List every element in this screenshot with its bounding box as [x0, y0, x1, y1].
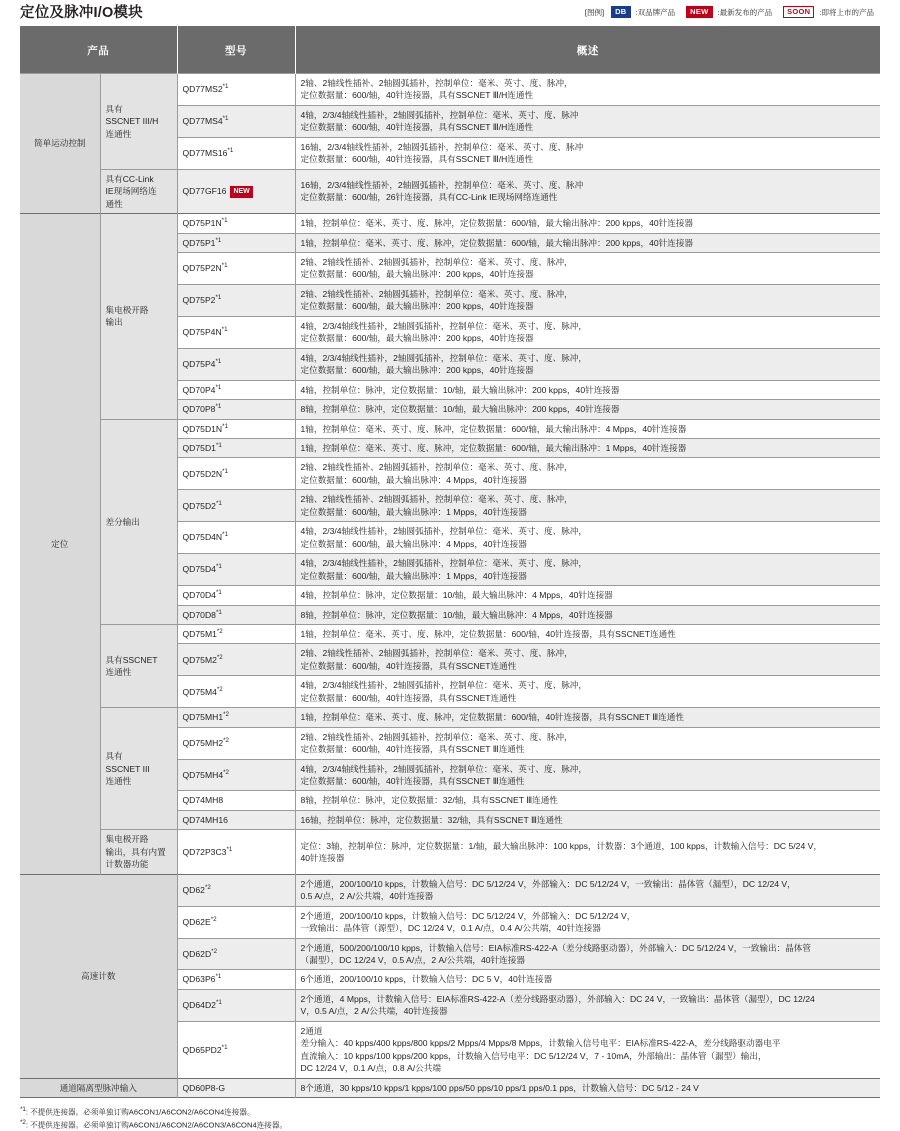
- overview-cell: [295, 252, 880, 284]
- table-row: [20, 874, 880, 906]
- overview-cell: [295, 554, 880, 586]
- overview-line: 一致输出：晶体管（源型），DC 12/24 V，0.1 A/点，0.4 A/公共端，40针连接器: [300, 923, 601, 934]
- overview-cell: [295, 522, 880, 554]
- model-number-cell: $QD75D1N^{*1}$: [177, 419, 295, 438]
- legend-db-text: :双品牌产品: [635, 7, 676, 17]
- model-number-cell: QD75M2$^{*2}$: [177, 644, 295, 676]
- overview-line: 定位数据量：600/轴，最大输出脉冲：200 kpps，40针连接器: [300, 301, 534, 312]
- model-number-cell: $QD75D2N^{*1}$: [177, 458, 295, 490]
- overview-line: 定位数据量：600/轴，40针连接器，具有SSCNET Ⅲ/H连通性: [300, 154, 534, 165]
- footnote-marker: *2: [204, 884, 211, 892]
- product-category-cell: 简单运动控制: [20, 74, 100, 214]
- overview-cell: [295, 830, 880, 874]
- legend: [585, 6, 880, 18]
- overview-cell: [295, 1021, 880, 1078]
- footnote-marker: *1: [215, 294, 222, 302]
- page-header: [0, 0, 900, 26]
- overview-line: 直流输入：10 kpps/100 kpps/200 kpps，计数输入信号电平：DC 5/12/24 V，7 - 10mA，外部输出：晶体管（漏型）输出，: [300, 1050, 767, 1061]
- subgroup-line: 计数器功能: [105, 859, 149, 870]
- subgroup-line: 通性: [105, 198, 123, 209]
- footnote-marker: *1: [221, 217, 228, 225]
- overview-line: 2轴、2轴线性插补、2轴圆弧插补，控制单位：毫米、英寸、度、脉冲，: [300, 288, 573, 299]
- overview-line: （漏型），DC 12/24 V，0.5 A/点，2 A/公共端，40针连接器: [300, 955, 525, 966]
- footnotes: [0, 1098, 900, 1131]
- footnote-marker: *1: [222, 115, 229, 123]
- overview-cell: [295, 989, 880, 1021]
- overview-cell: [295, 906, 880, 938]
- overview-line: 定位数据量：600/轴，26针连接器，具有CC-Link IE现场网络连通性: [300, 192, 558, 203]
- table-row: [20, 708, 880, 727]
- page-title: 定位及脉冲I/O模块: [20, 5, 143, 21]
- product-subgroup-cell: [100, 830, 177, 874]
- model-number-cell: QD77MS2$^{*1}$: [177, 74, 295, 106]
- overview-line: 定位数据量：600/轴，40针连接器，具有SSCNET Ⅲ连通性: [300, 776, 525, 787]
- footnote-marker: *2: [223, 711, 229, 719]
- overview-cell: [295, 938, 880, 970]
- header-row: [20, 27, 880, 74]
- overview-cell: [295, 458, 880, 490]
- overview-line: 2个通道，200/100/10 kpps，计数输入信号：DC 5/12/24 V，外部输入：DC 5/12/24 V，一致输出：晶体管（漏型），DC 12/24 V，: [300, 878, 796, 889]
- overview-cell: [295, 759, 880, 791]
- table-row: [20, 74, 880, 106]
- model-number-cell: QD64D2$^{*1}$: [177, 989, 295, 1021]
- overview-line: 8轴，控制单位：脉冲，定位数据量：32/轴，具有SSCNET Ⅲ连通性: [300, 795, 558, 806]
- model-number-cell: $QD62D^{*2}$: [177, 938, 295, 970]
- footnote-marker: *2: [210, 916, 217, 924]
- overview-line: 1轴，控制单位：毫米、英寸、度、脉冲，定位数据量：600/轴，最大输出脉冲：1 Mpps，40针连接器: [300, 442, 687, 453]
- legend-new-text: :最新发布的产品: [717, 7, 773, 17]
- subgroup-line: IE现场网络连: [105, 186, 157, 197]
- footnote-marker: *1: [227, 147, 234, 155]
- overview-line: 定位数据量：600/轴，最大输出脉冲：4 Mpps，40针连接器: [300, 474, 527, 485]
- model-number-cell: QD75M4$^{*2}$: [177, 676, 295, 708]
- overview-cell: [295, 676, 880, 708]
- legend-soon-text: :即将上市的产品: [819, 7, 874, 17]
- overview-cell: [295, 791, 880, 810]
- overview-cell: [295, 490, 880, 522]
- model-number-cell: QD75MH1$^{*2}$: [177, 708, 295, 727]
- product-category-cell: 定位: [20, 214, 100, 875]
- subgroup-line: 差分输出: [105, 516, 140, 527]
- overview-line: 4轴，2/3/4轴线性插补，2轴圆弧插补，控制单位：毫米、英寸、度、脉冲，: [300, 558, 587, 569]
- footnote-marker: *1: [215, 973, 222, 981]
- product-subgroup-cell: [100, 214, 177, 419]
- overview-line: 4轴，2/3/4轴线性插补，2轴圆弧插补，控制单位：毫米、英寸、度、脉冲，: [300, 352, 587, 363]
- overview-line: 2个通道，4 Mpps，计数输入信号：EIA标准RS-422-A（差分线路驱动器），外部输入：DC 24 V，一致输出：晶体管（漏型），DC 12/24: [300, 993, 815, 1004]
- product-subgroup-cell: [100, 419, 177, 624]
- model-number-cell: QD65PD2$^{*1}$: [177, 1021, 295, 1078]
- footnote-marker: *1: [222, 531, 229, 539]
- overview-line: 定位数据量：600/轴，40针连接器，具有SSCNET Ⅲ/H连通性: [300, 122, 534, 133]
- overview-line: 2通道: [300, 1025, 323, 1036]
- model-number-cell: QD70P8$^{*1}$: [177, 400, 295, 419]
- overview-line: 4轴，2/3/4轴线性插补，2轴圆弧插补，控制单位：毫米、英寸、度、脉冲: [300, 109, 579, 120]
- overview-line: 2轴、2轴线性插补、2轴圆弧插补，控制单位：毫米、英寸、度、脉冲，: [300, 462, 573, 473]
- model-number-cell: QD75P4$^{*1}$: [177, 348, 295, 380]
- overview-cell: [295, 137, 880, 169]
- subgroup-line: 输出，具有内置: [105, 846, 166, 857]
- model-number-cell: QD74MH8: [177, 791, 295, 810]
- footnote-marker: *2: [216, 653, 223, 661]
- badge-db-icon: DB: [611, 6, 630, 18]
- model-number-cell: QD70P4$^{*1}$: [177, 380, 295, 399]
- footnote-marker: *1: [215, 563, 222, 571]
- overview-cell: [295, 970, 880, 989]
- subgroup-line: 集电极开路: [105, 834, 149, 845]
- subgroup-line: 具有: [105, 103, 123, 114]
- overview-line: 8个通道，30 kpps/10 kpps/1 kpps/100 pps/50 pps/10 pps/1 pps/0.1 pps，计数输入信号：DC 5/12 - 24 V: [300, 1082, 699, 1093]
- model-number-cell: QD72P3C3$^{*1}$: [177, 830, 295, 874]
- footnote-marker: *2: [216, 685, 223, 693]
- table-row: [20, 169, 880, 213]
- footnote-marker: *1: [221, 262, 228, 270]
- subgroup-line: 输出: [105, 317, 123, 328]
- overview-line: 2轴、2轴线性插补、2轴圆弧插补，控制单位：毫米、英寸、度、脉冲，: [300, 494, 573, 505]
- overview-line: 定位数据量：600/轴，最大输出脉冲：1 Mpps，40针连接器: [300, 506, 527, 517]
- spec-table: [20, 26, 880, 1098]
- footnote-marker: *1: [215, 442, 222, 450]
- column-header-model: 型号: [177, 27, 295, 74]
- footnote-marker: *1: [215, 589, 222, 597]
- footnote-marker: *1: [222, 422, 229, 430]
- overview-line: 40针连接器: [300, 853, 345, 864]
- overview-cell: [295, 419, 880, 438]
- overview-cell: [295, 874, 880, 906]
- footnote-marker: *1: [222, 83, 229, 91]
- overview-line: 定位数据量：600/轴，最大输出脉冲：4 Mpps，40针连接器: [300, 538, 527, 549]
- model-number-cell: QD77MS4$^{*1}$: [177, 105, 295, 137]
- footnote-marker: *2: [211, 947, 218, 955]
- footnote-marker: *1: [215, 999, 222, 1007]
- overview-line: 定位：3轴，控制单位：脉冲，定位数据量：1/轴，最大输出脉冲：100 kpps，计数器：3个通道，100 kpps，计数输入信号：DC 5/24 V，: [300, 840, 822, 851]
- model-number-cell: $QD75P2N^{*1}$: [177, 252, 295, 284]
- column-header-product: 产品: [20, 27, 177, 74]
- overview-line: 16轴，2/3/4轴线性插补，2轴圆弧插补，控制单位：毫米、英寸、度、脉冲: [300, 179, 584, 190]
- table-row: [20, 1078, 880, 1097]
- overview-line: 16轴，控制单位：脉冲，定位数据量：32/轴，具有SSCNET Ⅲ连通性: [300, 814, 563, 825]
- model-number-cell: QD63P6$^{*1}$: [177, 970, 295, 989]
- subgroup-line: 连通性: [105, 128, 132, 139]
- overview-line: 8轴，控制单位：脉冲，定位数据量：10/轴，最大输出脉冲：4 Mpps，40针连接器: [300, 609, 613, 620]
- overview-line: 4轴，控制单位：脉冲，定位数据量：10/轴，最大输出脉冲：200 kpps，40针连接器: [300, 384, 620, 395]
- overview-cell: [295, 810, 880, 829]
- footnote-marker: *1: [215, 403, 222, 411]
- model-number-cell: QD75P2$^{*1}$: [177, 284, 295, 316]
- overview-line: 2轴、2轴线性插补、2轴圆弧插补，控制单位：毫米、英寸、度、脉冲，: [300, 648, 573, 659]
- overview-cell: [295, 169, 880, 213]
- table-row: [20, 214, 880, 233]
- overview-line: 定位数据量：600/轴，40针连接器，具有SSCNET连通性: [300, 692, 517, 703]
- subgroup-line: 集电极开路: [105, 304, 149, 315]
- model-number-cell: QD75D2$^{*1}$: [177, 490, 295, 522]
- subgroup-line: 具有CC-Link: [105, 173, 154, 184]
- footnote-marker: *1: [20, 1106, 26, 1114]
- overview-cell: [295, 708, 880, 727]
- overview-cell: [295, 605, 880, 624]
- footnote-marker: *1: [215, 236, 222, 244]
- overview-line: 定位数据量：600/轴，最大输出脉冲：200 kpps，40针连接器: [300, 333, 534, 344]
- overview-line: 定位数据量：600/轴，最大输出脉冲：1 Mpps，40针连接器: [300, 570, 527, 581]
- overview-line: DC 12/24 V，0.1 A/点，0.8 A/公共端: [300, 1063, 441, 1074]
- overview-line: 定位数据量：600/轴，最大输出脉冲：200 kpps，40针连接器: [300, 365, 534, 376]
- overview-cell: [295, 644, 880, 676]
- table-row: [20, 419, 880, 438]
- overview-cell: [295, 586, 880, 605]
- footnote-marker: *1: [226, 845, 233, 853]
- overview-line: 6个通道，200/100/10 kpps，计数输入信号：DC 5 V，40针连接器: [300, 974, 553, 985]
- spec-table-container: [0, 26, 900, 1098]
- overview-line: 2个通道，500/200/100/10 kpps，计数输入信号：EIA标准RS-422-A（差分线路驱动器），外部输入：DC 5/12/24 V，一致输出：晶体管: [300, 942, 811, 953]
- overview-cell: [295, 727, 880, 759]
- overview-cell: [295, 105, 880, 137]
- overview-line: 1轴，控制单位：毫米、英寸、度、脉冲，定位数据量：600/轴，最大输出脉冲：4 Mpps，40针连接器: [300, 423, 687, 434]
- footnote-marker: *1: [215, 608, 222, 616]
- overview-cell: [295, 380, 880, 399]
- footnote-item: $^{*2}$: 不提供连接器。必须单独订购A6CON1/A6CON2/A6CON3/A6CON4连接器。: [20, 1119, 288, 1130]
- badge-soon-icon: SOON: [783, 6, 814, 18]
- product-subgroup-cell: [100, 624, 177, 707]
- subgroup-line: 连通性: [105, 667, 132, 678]
- overview-line: 4轴，2/3/4轴线性插补，2轴圆弧插补，控制单位：毫米、英寸、度、脉冲，: [300, 680, 587, 691]
- overview-cell: [295, 1078, 880, 1097]
- footnote-marker: *1: [221, 326, 228, 334]
- table-row: [20, 830, 880, 874]
- table-body: [20, 74, 880, 1098]
- overview-cell: [295, 233, 880, 252]
- overview-cell: [295, 624, 880, 643]
- overview-line: 4轴，2/3/4轴线性插补，2轴圆弧插补，控制单位：毫米、英寸、度、脉冲，: [300, 320, 587, 331]
- overview-line: 0.5 A/点，2 A/公共端，40针连接器: [300, 891, 434, 902]
- subgroup-line: SSCNET III: [105, 763, 150, 774]
- subgroup-line: 具有: [105, 751, 123, 762]
- model-number-cell: QD75D1$^{*1}$: [177, 438, 295, 457]
- overview-line: 定位数据量：600/轴，40针连接器，具有SSCNET连通性: [300, 660, 517, 671]
- overview-cell: [295, 74, 880, 106]
- footnote-marker: *2: [216, 628, 223, 636]
- overview-line: 2个通道，200/100/10 kpps，计数输入信号：DC 5/12/24 V，外部输入：DC 5/12/24 V，: [300, 910, 636, 921]
- overview-line: 2轴、2轴线性插补、2轴圆弧插补，控制单位：毫米、英寸、度、脉冲，: [300, 256, 573, 267]
- model-number-cell: $QD75D4N^{*1}$: [177, 522, 295, 554]
- model-number-cell: QD75P1$^{*1}$: [177, 233, 295, 252]
- footnote-marker: *2: [223, 737, 229, 745]
- overview-cell: [295, 316, 880, 348]
- product-category-cell: 通道隔离型脉冲输入: [20, 1078, 177, 1097]
- footnote-marker: *2: [223, 768, 229, 776]
- overview-line: 4轴，2/3/4轴线性插补，2轴圆弧插补，控制单位：毫米、英寸、度、脉冲，: [300, 763, 587, 774]
- overview-line: 2轴、2轴线性插补、2轴圆弧插补，控制单位：毫米、英寸、度、脉冲，: [300, 78, 573, 88]
- model-number-cell: QD74MH16: [177, 810, 295, 829]
- overview-line: 定位数据量：600/轴，40针连接器，具有SSCNET Ⅲ/H连通性: [300, 90, 534, 101]
- model-number-cell: QD77GF16 NEW: [177, 169, 295, 213]
- overview-line: 4轴，2/3/4轴线性插补，2轴圆弧插补，控制单位：毫米、英寸、度、脉冲，: [300, 526, 587, 537]
- overview-line: 16轴，2/3/4轴线性插补，2轴圆弧插补，控制单位：毫米、英寸、度、脉冲: [300, 141, 584, 152]
- model-number-cell: $QD62E^{*2}$: [177, 906, 295, 938]
- overview-line: 1轴，控制单位：毫米、英寸、度、脉冲，定位数据量：600/轴，最大输出脉冲：200 kpps，40针连接器: [300, 218, 694, 229]
- model-number-cell: QD75M1$^{*2}$: [177, 624, 295, 643]
- subgroup-line: 具有SSCNET: [105, 654, 158, 665]
- table-row: [20, 624, 880, 643]
- model-number-cell: QD75MH2$^{*2}$: [177, 727, 295, 759]
- overview-line: 1轴，控制单位：毫米、英寸、度、脉冲，定位数据量：600/轴，40针连接器，具有SSCNET连通性: [300, 628, 676, 639]
- model-number-cell: $QD75P1N^{*1}$: [177, 214, 295, 233]
- model-number-cell: QD62$^{*2}$: [177, 874, 295, 906]
- model-number-cell: QD75D4$^{*1}$: [177, 554, 295, 586]
- overview-line: V，0.5 A/点，2 A/公共端，40针连接器: [300, 1006, 448, 1017]
- model-number-cell: QD77MS16$^{*1}$: [177, 137, 295, 169]
- overview-cell: [295, 348, 880, 380]
- overview-cell: [295, 214, 880, 233]
- overview-line: 1轴，控制单位：毫米、英寸、度、脉冲，定位数据量：600/轴，40针连接器，具有SSCNET Ⅲ连通性: [300, 712, 684, 723]
- footnote-marker: *1: [215, 499, 222, 507]
- overview-line: 2轴、2轴线性插补、2轴圆弧插补，控制单位：毫米、英寸、度、脉冲，: [300, 731, 573, 742]
- model-number-cell: QD70D4$^{*1}$: [177, 586, 295, 605]
- model-number-cell: QD75MH4$^{*2}$: [177, 759, 295, 791]
- overview-cell: [295, 284, 880, 316]
- model-number-cell: $QD75P4N^{*1}$: [177, 316, 295, 348]
- legend-label: [图例]: [584, 7, 605, 17]
- overview-line: 差分输入：40 kpps/400 kpps/800 kpps/2 Mpps/4 Mpps/8 Mpps，计数输入信号电平：EIA标准RS-422-A，差分线路驱动器电平: [300, 1038, 781, 1049]
- footnote-marker: *1: [221, 1043, 228, 1051]
- column-header-overview: 概述: [295, 27, 880, 74]
- overview-line: 定位数据量：600/轴，最大输出脉冲：200 kpps，40针连接器: [300, 269, 534, 280]
- overview-cell: [295, 438, 880, 457]
- footnote-marker: *2: [20, 1119, 26, 1127]
- overview-line: 4轴，控制单位：脉冲，定位数据量：10/轴，最大输出脉冲：4 Mpps，40针连接器: [300, 590, 613, 601]
- subgroup-line: 连通性: [105, 776, 132, 787]
- badge-new-icon: NEW: [686, 6, 712, 18]
- model-number-cell: QD70D8$^{*1}$: [177, 605, 295, 624]
- overview-line: 定位数据量：600/轴，40针连接器，具有SSCNET Ⅲ连通性: [300, 744, 525, 755]
- product-subgroup-cell: [100, 74, 177, 170]
- overview-cell: [295, 400, 880, 419]
- subgroup-line: SSCNET III/H: [105, 116, 159, 127]
- overview-line: 1轴，控制单位：毫米、英寸、度、脉冲，定位数据量：600/轴，最大输出脉冲：200 kpps，40针连接器: [300, 237, 694, 248]
- badge-new-icon: NEW: [230, 186, 252, 198]
- footnote-item: $^{*1}$: 不提供连接器。必须单独订购A6CON1/A6CON2/A6CON4连接器。: [20, 1106, 255, 1117]
- footnote-marker: *1: [215, 383, 222, 391]
- table-head: [20, 27, 880, 74]
- product-subgroup-cell: [100, 169, 177, 213]
- footnote-marker: *1: [215, 358, 222, 366]
- product-category-cell: 高速计数: [20, 874, 177, 1078]
- overview-line: 8轴，控制单位：脉冲，定位数据量：10/轴，最大输出脉冲：200 kpps，40针连接器: [300, 404, 620, 415]
- model-number-cell: QD60P8-G: [177, 1078, 295, 1097]
- product-subgroup-cell: [100, 708, 177, 830]
- footnote-marker: *1: [222, 467, 229, 475]
